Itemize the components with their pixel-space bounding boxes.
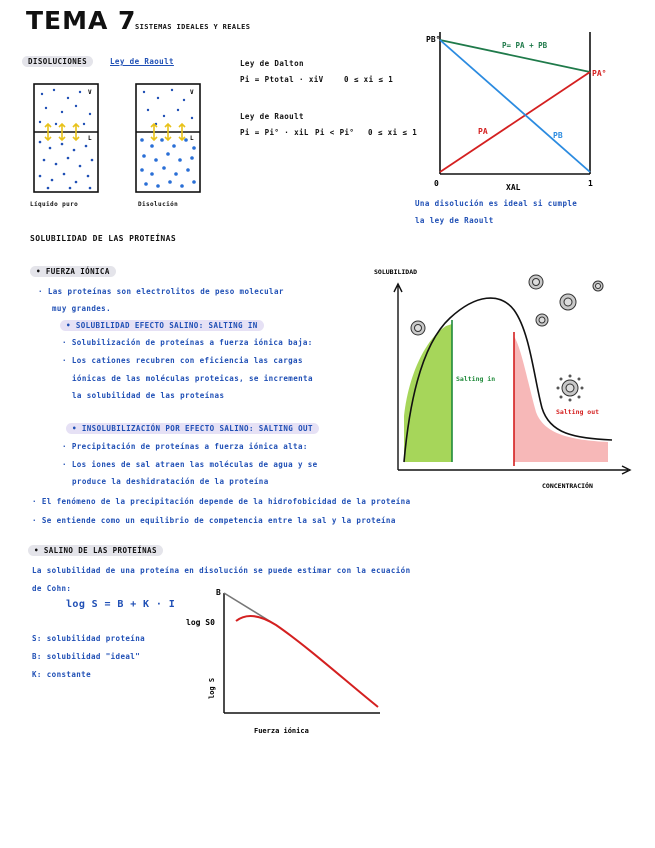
box1-l-label: L [88, 135, 92, 142]
salting-in-title: • SOLUBILIDAD EFECTO SALINO: SALTING IN [60, 320, 264, 331]
salting-out-title: • INSOLUBILIZACIÓN POR EFECTO SALINO: SALTING OUT [66, 423, 319, 434]
raoult-formula: Pi = Pi° · xiL [240, 128, 309, 137]
dalton-formula: Pi = Ptotal · xiV [240, 75, 324, 84]
cohn-text-line2: de Cohn: [32, 584, 72, 593]
caption-pure-liquid: Líquido puro [30, 201, 79, 208]
y-axis-label: log S [208, 677, 216, 699]
def-s: S: solubilidad proteína [32, 634, 146, 643]
ideal-note-line1: Una disolución es ideal si cumple [415, 199, 578, 208]
salting-in-line3: iónicas de las moléculas proteicas, se incrementa [72, 374, 313, 383]
salting-out-label: Salting out [556, 408, 600, 416]
pa-label: PA [478, 127, 488, 136]
cohn-text-line1: La solubilidad de una proteína en disolución se puede estimar con la ecuación [32, 566, 411, 575]
solubility-heading: SOLUBILIDAD DE LAS PROTEÍNAS [30, 234, 177, 243]
solubility-curve [236, 616, 378, 707]
liquid-dots-2 [140, 138, 196, 188]
page-subtitle: SISTEMAS IDEALES Y REALES [135, 23, 251, 31]
salting-out-line1: · Precipitación de proteínas a fuerza iónica alta: [62, 442, 308, 451]
salting-in-line2: · Los cationes recubren con eficiencia las cargas [62, 356, 303, 365]
salting-out-area [514, 336, 608, 462]
box1-v-label: V [88, 89, 92, 96]
caption-solution: Disolución [138, 201, 179, 208]
cohn-chart [180, 583, 392, 741]
pa-line [440, 72, 590, 172]
intro-line2: muy grandes. [52, 304, 111, 313]
pb0-label: PB° [426, 35, 441, 44]
total-pressure-label: P= PA + PB [502, 41, 548, 50]
tag-ley-raoult: Ley de Raoult [110, 57, 174, 66]
cohn-equation: log S = B + K · I [66, 599, 176, 610]
x-origin-label: 0 [434, 179, 439, 188]
salting-in-area [404, 324, 452, 462]
conclusion-line1: · El fenómeno de la precipitación depende de la hidrofobicidad de la proteína [32, 497, 411, 506]
def-b: B: solubilidad "ideal" [32, 652, 141, 661]
dalton-range: 0 ≤ xi ≤ 1 [344, 75, 394, 84]
y-top-label: B [216, 588, 221, 597]
fuerza-ionica-tag: • FUERZA IÓNICA [30, 266, 116, 277]
raoult-range: 0 ≤ xi ≤ 1 [368, 128, 418, 137]
intro-line1: · Las proteínas son electrolitos de peso molecular [38, 287, 284, 296]
salting-out-line2: · Los iones de sal atraen las moléculas de agua y se [62, 460, 318, 469]
salting-out-line3: produce la deshidratación de la proteína [72, 477, 269, 486]
y-mid-label: log S0 [186, 618, 215, 627]
pb-line [440, 40, 590, 172]
raoult-title: Ley de Raoult [240, 112, 304, 121]
pb-label: PB [553, 131, 563, 140]
ideal-note-line2: la ley de Raoult [415, 216, 494, 225]
salting-chart [372, 266, 634, 492]
raoult-pressure-chart [418, 26, 618, 194]
box2-l-label: L [190, 135, 194, 142]
liquid-dots-1 [39, 141, 94, 190]
salting-in-line4: la solubilidad de las proteínas [72, 391, 225, 400]
cohn-heading: • SALINO DE LAS PROTEÍNAS [28, 545, 163, 556]
def-k: K: constante [32, 670, 91, 679]
vapor-dots-1 [39, 89, 91, 125]
x-axis-label: CONCENTRACIÓN [542, 482, 593, 490]
vapor-dots-2 [143, 89, 193, 125]
pa0-label: PA° [592, 69, 607, 78]
salting-in-line1: · Solubilización de proteínas a fuerza iónica baja: [62, 338, 313, 347]
beaker-diagrams [28, 80, 218, 198]
page-title: TEMA 7 [26, 6, 137, 35]
tag-disoluciones: DISOLUCIONES [22, 56, 93, 67]
dalton-title: Ley de Dalton [240, 59, 304, 68]
raoult-inequality: Pi < Pi° [315, 128, 355, 137]
x-end-label: 1 [588, 179, 593, 188]
x-axis-label: XAL [506, 183, 521, 192]
x-axis-label: Fuerza iónica [254, 727, 309, 735]
box2-v-label: V [190, 89, 194, 96]
y-axis-label: SOLUBILIDAD [374, 268, 418, 276]
conclusion-line2: · Se entiende como un equilibrio de competencia entre la sal y la proteína [32, 516, 396, 525]
salting-in-label: Salting in [456, 375, 496, 383]
